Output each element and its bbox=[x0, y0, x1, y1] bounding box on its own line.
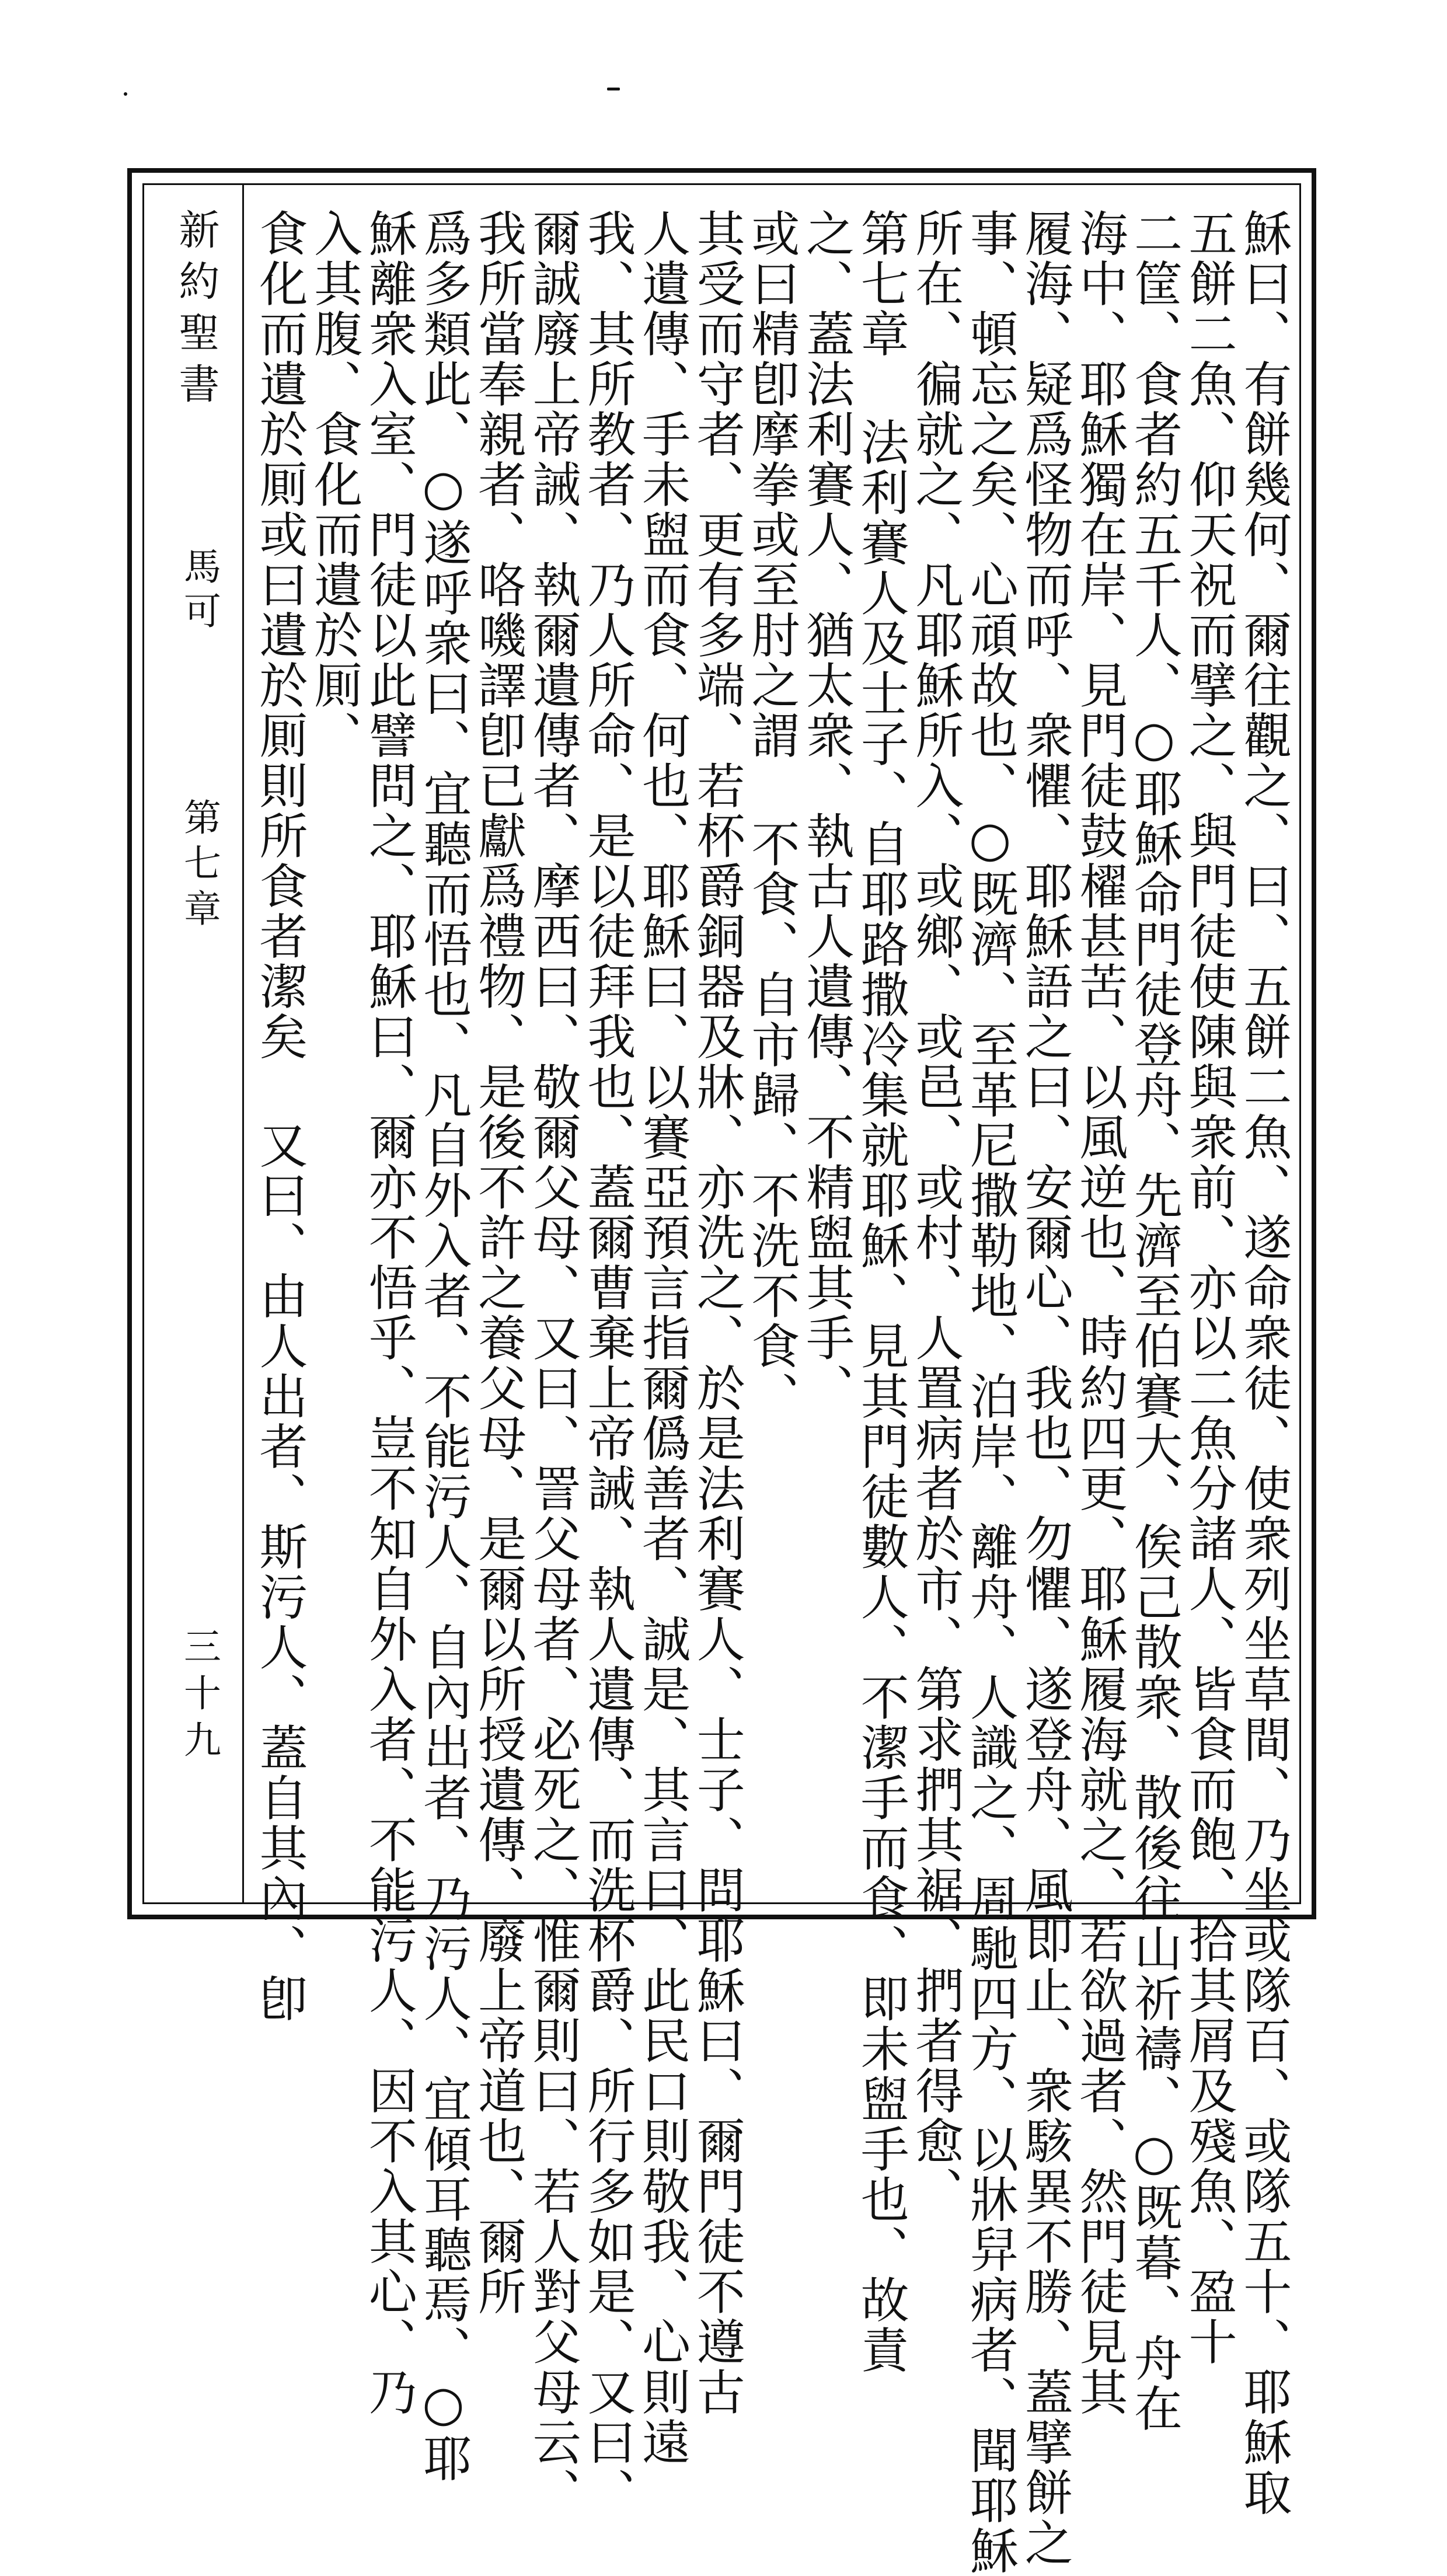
margin-rule bbox=[242, 185, 244, 1902]
text-column: 五餅二魚、仰天祝而擘之、與門徒使陳與衆前、亦以二魚分諸人、皆食而飽、拾其屑及殘魚、盈十 bbox=[1180, 208, 1237, 2367]
text-column: 入其腹、食化而遺於厠、 bbox=[305, 208, 362, 761]
page-inner-border bbox=[142, 183, 1301, 2576]
text-column: 我所當奉親者、咯嘰譯卽已獻爲禮物、是後不許之養父母、是爾以所授遺傳、廢上帝道也、爾所 bbox=[469, 208, 527, 2317]
book-name: 馬可 bbox=[177, 547, 221, 636]
text-column: 之、蓋法利賽人、猶太衆、執古人遺傳、不精盥其手、 bbox=[797, 208, 855, 1413]
text-body bbox=[251, 208, 1292, 2576]
page-number: 三十九 bbox=[177, 1627, 221, 1767]
text-column: 所在、徧就之、凡耶穌所入、或鄉、或邑、或村、人置病者於市、第求捫其裾、捫者得愈、 bbox=[906, 208, 964, 2216]
text-column: 人遺傳、手未盥而食、何也、耶穌曰、以賽亞預言指爾僞善者、誠是、其言曰、此民口則敬我、心則遠 bbox=[633, 208, 691, 2467]
text-column: 二筐、食者約五千人、○耶穌命門徒登舟、先濟至伯賽大、俟己散衆、散後往山祈禱、○既暮、舟在 bbox=[1125, 208, 1183, 2434]
text-column-note: 食化而遺於厠或曰遺於厠則所食者潔矣 又曰、由人出者、斯污人、蓋自其內、卽 bbox=[251, 208, 308, 2024]
running-header bbox=[162, 208, 226, 1901]
text-column: 穌離衆入室、門徒以此譬問之、耶穌曰、爾亦不悟乎、豈不知自外入者、不能污人、因不入其心、乃 bbox=[360, 208, 417, 2417]
print-speck bbox=[124, 92, 127, 96]
text-column: 爾誠廢上帝誡、執爾遺傳者、摩西曰、敬爾父母、又曰、詈父母者、必死之、惟爾則曰、若人對父母云、 bbox=[524, 208, 581, 2518]
print-speck bbox=[607, 88, 620, 90]
chapter-label: 第七章 bbox=[177, 798, 221, 935]
text-column: 我、其所教者、乃人所命、是以徒拜我也、蓋爾曹棄上帝誡、執人遺傳、而洗杯爵、所行多如是、又曰、 bbox=[578, 208, 636, 2518]
text-column: 爲多類此、○遂呼衆曰、宜聽而悟也、凡自外入者、不能污人、自內出者、乃污人、宜傾耳聽焉、○耶 bbox=[414, 208, 472, 2484]
text-column-note: 或曰精卽摩拳或至肘之謂 不食、自市歸、不洗不食、 bbox=[742, 208, 800, 1421]
text-column: 事、頓忘之矣、心頑故也、○既濟、至革尼撒勒地、泊岸、離舟、人識之、周馳四方、以牀舁病者、聞耶穌 bbox=[961, 208, 1019, 2576]
text-column: 穌曰、有餅幾何、爾往觀之、曰、五餅二魚、遂命衆徒、使衆列坐草間、乃坐或隊百、或隊五十、耶穌取 bbox=[1235, 208, 1292, 2518]
text-column: 第七章 法利賽人及士子、自耶路撒冷集就耶穌、見其門徒數人、不潔手而食、即未盥手也、故責 bbox=[852, 208, 909, 2375]
text-column: 其受而守者、更有多端、若杯爵銅器及牀、亦洗之、於是法利賽人、士子、問耶穌曰、爾門徒不遵古 bbox=[688, 208, 745, 2417]
text-column: 海中、耶穌獨在岸、見門徒鼓櫂甚苦、以風逆也、時約四更、耶穌履海就之、若欲過者、然門徒見其 bbox=[1071, 208, 1128, 2417]
text-column: 履海、疑爲怪物而呼、衆懼、耶穌語之曰、安爾心、我也、勿懼、遂登舟、風即止、衆駭異不勝、蓋擘餅之 bbox=[1016, 208, 1073, 2568]
page-frame bbox=[127, 168, 1316, 2576]
book-title: 新約聖書 bbox=[172, 208, 220, 414]
